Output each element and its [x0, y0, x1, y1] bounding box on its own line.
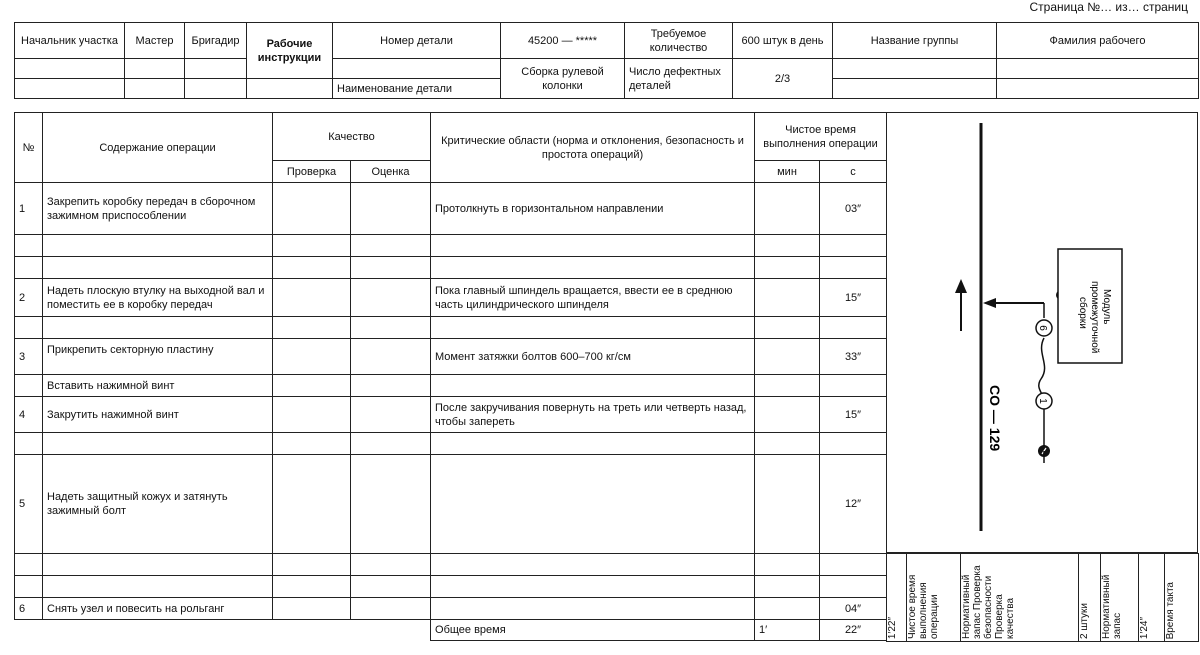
- row-content: Надеть защитный кожух и затянуть зажимный болт: [43, 455, 273, 554]
- row-critical: Пока главный шпиндель вращается, ввести ее в среднюю часть цилиндрического шпинделя: [431, 279, 755, 317]
- defects-value: 2/3: [733, 59, 833, 99]
- col-content-header: Содержание операции: [43, 113, 273, 183]
- bottom-summary-table: [886, 553, 1199, 642]
- normative-reserve-label: Нормативный запас: [1101, 574, 1123, 639]
- part-name-label: Наименование детали: [333, 79, 501, 99]
- table-row: [15, 598, 887, 620]
- required-qty-label: Требуемое количество: [625, 23, 733, 59]
- circle-6-label: 6: [1037, 325, 1048, 331]
- foreman-label: Бригадир: [185, 23, 247, 59]
- col-time-header: Чистое время выполнения операции: [755, 113, 887, 161]
- reserve-checks-label: Нормативный запас Проверка безопасности Проверка качества: [961, 565, 1016, 639]
- table-row: [15, 455, 887, 554]
- row-content: Закрутить нажимной винт: [43, 397, 273, 433]
- row-critical: Протолкнуть в горизонтальном направлении: [431, 183, 755, 235]
- col-no-header: №: [15, 113, 43, 183]
- row-sec: 03″: [820, 183, 887, 235]
- defects-label: Число дефектных деталей: [625, 59, 733, 99]
- total-min: 1′: [755, 620, 820, 641]
- qty-value: 2 штуки: [1079, 602, 1090, 639]
- table-row: [15, 183, 887, 235]
- section-head-label: Начальник участка: [15, 23, 125, 59]
- worker-surname-label: Фамилия рабочего: [997, 23, 1199, 59]
- row-sec: 33″: [820, 339, 887, 375]
- row-no: 2: [15, 279, 43, 317]
- net-time-label: Чистое время выполнения операции: [907, 574, 940, 639]
- module-label-2: промежуточной: [1089, 281, 1100, 354]
- col-min-header: мин: [755, 161, 820, 183]
- table-row: [15, 375, 887, 397]
- row-content: Вставить нажимной винт: [43, 375, 273, 397]
- row-content: Прикрепить секторную пластину: [43, 339, 273, 375]
- row-no: 6: [15, 598, 43, 620]
- total-label: Общее время: [431, 620, 755, 641]
- takt-time-label: Время такта: [1165, 581, 1176, 639]
- row-critical: Момент затяжки болтов 600–700 кг/см: [431, 339, 755, 375]
- row-no: 5: [15, 455, 43, 554]
- table-row: [15, 339, 887, 375]
- row-sec: 12″: [820, 455, 887, 554]
- flow-diagram-svg: [886, 113, 1198, 554]
- row-critical: После закручивания повернуть на треть или четверть назад, чтобы запереть: [431, 397, 755, 433]
- table-row: [15, 397, 887, 433]
- row-no: 1: [15, 183, 43, 235]
- part-name-value: Сборка рулевой колонки: [501, 59, 625, 99]
- table-row: [15, 279, 887, 317]
- row-content: Надеть плоскую втулку на выходной вал и поместить ее в коробку передач: [43, 279, 273, 317]
- col-critical-header: Критические области (норма и отклонения, безопасность и простота операций): [431, 113, 755, 183]
- row-sec: 15″: [820, 397, 887, 433]
- line-label: CO — 129: [987, 385, 1003, 452]
- header-table: [14, 22, 1199, 99]
- row-no: 4: [15, 397, 43, 433]
- total-time-value: 1′22″: [887, 616, 898, 639]
- col-quality-header: Качество: [273, 113, 431, 161]
- module-label-1: Модуль: [1101, 289, 1112, 325]
- row-sec: 15″: [820, 279, 887, 317]
- flow-diagram: [886, 112, 1198, 553]
- master-label: Мастер: [125, 23, 185, 59]
- col-check-header: Проверка: [273, 161, 351, 183]
- part-number-label: Номер детали: [333, 23, 501, 59]
- row-content: Закрепить коробку передач в сборочном зажимном приспособлении: [43, 183, 273, 235]
- col-sec-header: с: [820, 161, 887, 183]
- total-sec: 22″: [820, 620, 887, 641]
- required-qty-value: 600 штук в день: [733, 23, 833, 59]
- row-sec: 04″: [820, 598, 887, 620]
- page-number-label: Страница №… из… страниц: [1029, 0, 1188, 14]
- row-no: 3: [15, 339, 43, 375]
- work-instructions-title: Рабочие инструкции: [247, 23, 333, 79]
- group-name-label: Название группы: [833, 23, 997, 59]
- row-no: [15, 375, 43, 397]
- row-content: Снять узел и повесить на рольганг: [43, 598, 273, 620]
- left-arrow-icon: [983, 298, 996, 308]
- part-number-value: 45200 — *****: [501, 23, 625, 59]
- up-arrow-icon: [955, 279, 967, 293]
- module-label-3: сборки: [1077, 297, 1088, 329]
- col-grade-header: Оценка: [351, 161, 431, 183]
- takt-value: 1′24″: [1139, 616, 1150, 639]
- operations-table: [14, 112, 887, 641]
- circle-1-label: 1: [1037, 398, 1048, 404]
